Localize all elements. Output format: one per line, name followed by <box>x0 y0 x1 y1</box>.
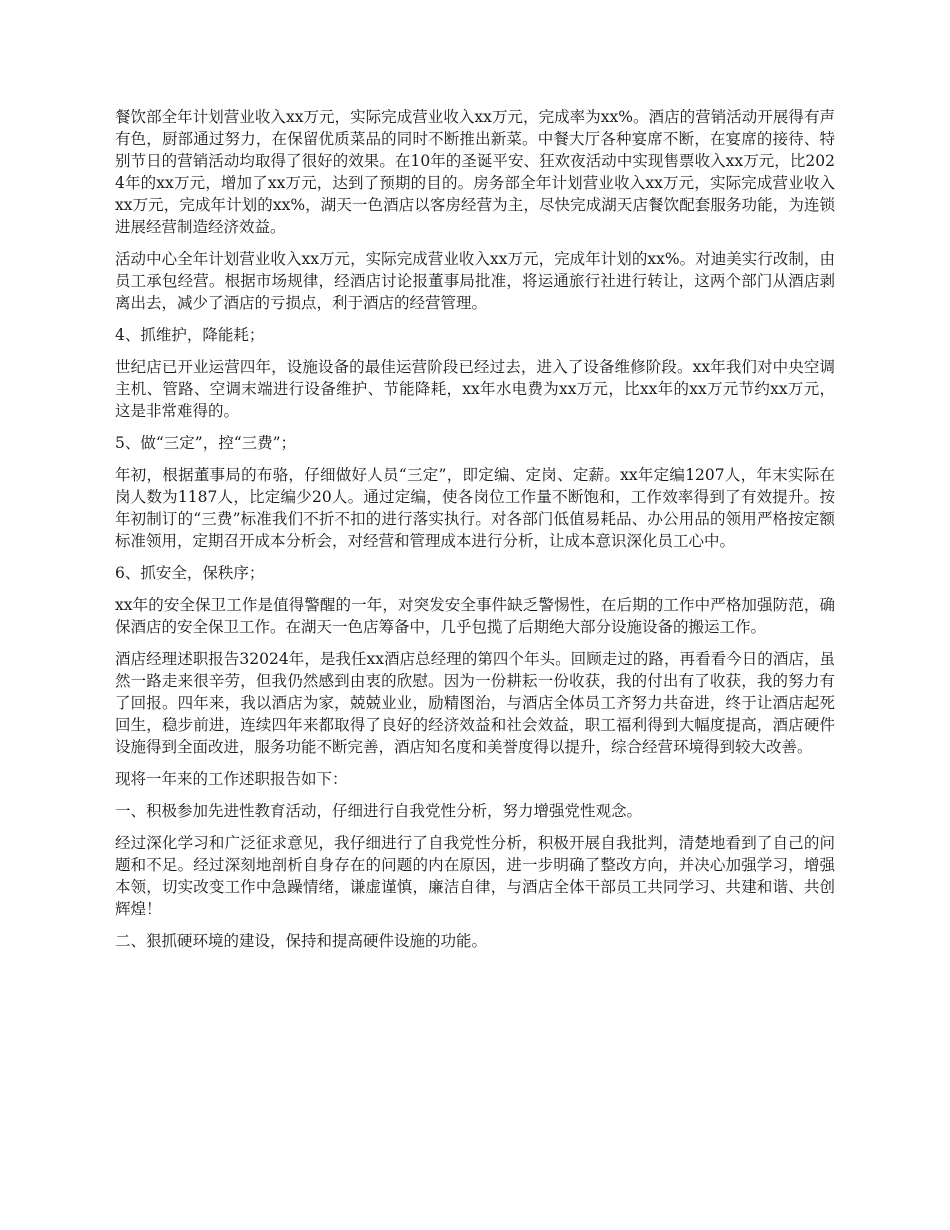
paragraph-three-fixes: 年初，根据董事局的布骆，仔细做好人员“三定”，即定编、定岗、定薪。xx年定编1207人，年末实际在岗人数为1187人，比定编少20人。通过定编，使各岗位工作量不断饱和，工作效率得到了有效提升。按年初制订的“三费”标准我们不折不扣的进行落实执行。对各部门低值易耗品、办公用品的领用严格按定额标准领用，定期召开成本分析会，对经营和管理成本进行分析，让成本意识深化员工心中。 <box>115 466 835 550</box>
paragraph-dining-revenue: 餐饮部全年计划营业收入xx万元，实际完成营业收入xx万元，完成率为xx%。酒店的营销活动开展得有声有色，厨部通过努力，在保留优质菜品的同时不断推出新菜。中餐大厅各种宴席不断，在宴席的接待、特别节日的营销活动均取得了很好的效果。在10年的圣诞平安、狂欢夜活动中实现售票收入xx万元，比2024年的xx万元，增加了xx万元，达到了预期的目的。房务部全年计划营业收入xx万元，实际完成营业收入xx万元，完成年计划的xx%，湖天一色酒店以客房经营为主，尽快完成湖天店餐饮配套服务功能，为连锁进展经营制造经济效益。 <box>115 108 835 236</box>
heading-three-fixes: 5、做“三定”，控“三费”； <box>115 434 297 452</box>
heading-safety: 6、抓安全，保秩序； <box>115 564 265 582</box>
heading-hardware: 二、狠抓硬环境的建设，保持和提高硬件设施的功能。 <box>115 932 488 950</box>
paragraph-activity-center: 活动中心全年计划营业收入xx万元，实际完成营业收入xx万元，完成年计划的xx%。对迪美实行改制，由员工承包经营。根据市场规律，经酒店讨论报董事局批准，将运通旅行社进行转让，这两个部门从酒店剥离出去，减少了酒店的亏损点，利于酒店的经营管理。 <box>115 250 835 312</box>
paragraph-maintenance: 世纪店已开业运营四年，设施设备的最佳运营阶段已经过去，进入了设备维修阶段。xx年我们对中央空调主机、管路、空调末端进行设备维护、节能降耗，xx年水电费为xx万元，比xx年的xx万元节约xx万元，这是非常难得的。 <box>115 358 835 420</box>
paragraph-report-intro: 现将一年来的工作述职报告如下： <box>115 770 348 788</box>
paragraph-manager-report: 酒店经理述职报告32024年，是我任xx酒店总经理的第四个年头。回顾走过的路，再看看今日的酒店，虽然一路走来很辛劳，但我仍然感到由衷的欣慰。因为一份耕耘一份收获，我的付出有了收获，我的努力有了回报。四年来，我以酒店为家，兢兢业业，励精图治，与酒店全体员工齐努力共奋进，终于让酒店起死回生，稳步前进，连续四年来都取得了良好的经济效益和社会效益，职工福利得到大幅度提高，酒店硬件设施得到全面改进，服务功能不断完善，酒店知名度和美誉度得以提升，综合经营环境得到较大改善。 <box>115 650 835 756</box>
document-body <box>115 106 835 962</box>
paragraph-safety: xx年的安全保卫工作是值得警醒的一年，对突发安全事件缺乏警惕性，在后期的工作中严格加强防范，确保酒店的安全保卫工作。在湖天一色店筹备中，几乎包揽了后期绝大部分设施设备的搬运工作。 <box>115 596 835 636</box>
heading-maintenance: 4、抓维护，降能耗； <box>115 326 265 344</box>
paragraph-self-analysis: 经过深化学习和广泛征求意见，我仔细进行了自我党性分析，积极开展自我批判，清楚地看到了自己的问题和不足。经过深刻地剖析自身存在的问题的内在原因，进一步明确了整改方向，并决心加强学习，增强本领，切实改变工作中急躁情绪，谦虚谨慎，廉洁自律，与酒店全体干部员工共同学习、共建和谐、共创辉煌！ <box>115 834 835 918</box>
heading-party-education: 一、积极参加先进性教育活动，仔细进行自我党性分析，努力增强党性观念。 <box>115 802 643 820</box>
